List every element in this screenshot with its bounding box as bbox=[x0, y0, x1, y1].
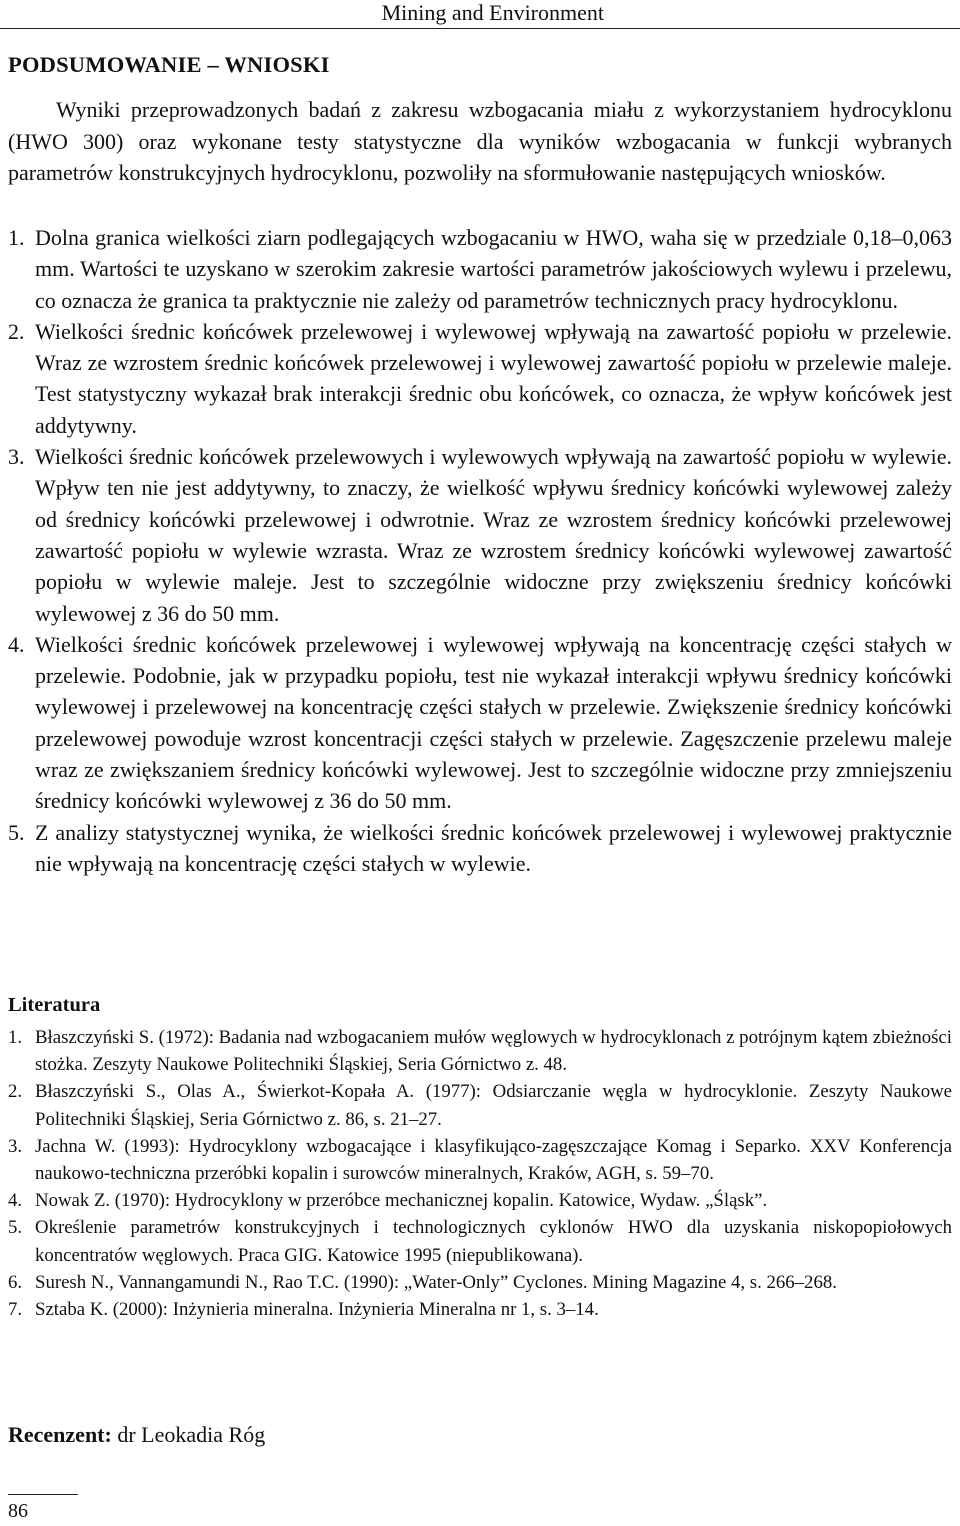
reference-item bbox=[8, 1214, 952, 1268]
reference-text: Jachna W. (1993): Hydrocyklony wzbogacające i klasyfikująco-zagęszczające Komag i Separko. XXV Konferencja naukowo-techniczna przeróbki kopalin i surowców mineralnych, Kraków, AGH, s. 59–70. bbox=[35, 1135, 952, 1185]
reference-item bbox=[8, 1269, 952, 1296]
reference-number: 6. bbox=[8, 1271, 23, 1293]
conclusion-item bbox=[8, 817, 952, 880]
conclusion-text: Wielkości średnic końcówek przelewowej i wylewowej wpływają na koncentrację części stałych w przelewie. Podobnie, jak w przypadku popiołu, test nie wykazał interakcji wpływu średnicy końcówki wylewowej i przelewowej na koncentrację części stałych w przelewie. Zwiększenie średnicy końcówki przelewowej powoduje wzrost koncentracji części stałych w przelewie. Zagęszczenie przelewu maleje wraz ze zwiększaniem średnicy końcówki wylewowej. Jest to szczególnie widoczne przy zmniejszeniu średnicy końcówki wylewowej z 36 do 50 mm. bbox=[35, 631, 952, 814]
conclusion-text: Dolna granica wielkości ziarn podlegających wzbogacaniu w HWO, waha się w przedziale 0,18–0,063 mm. Wartości te uzyskano w szerokim zakresie wartości parametrów jakościowych wylewu i przelewu, co oznacza że granica ta praktycznie nie zależy od parametrów technicznych pracy hydrocyklonu. bbox=[35, 225, 952, 313]
reference-number: 5. bbox=[8, 1217, 23, 1239]
conclusion-text: Wielkości średnic końcówek przelewowych i wylewowych wpływają na zawartość popiołu w wylewie. Wpływ ten nie jest addytywny, to znaczy, że wielkość wpływu średnicy końcówki wylewowej zależy od średnicy końcówki przelewowej i odwrotnie. Wraz ze wzrostem średnicy końcówki przelewowej zawartość popiołu w wylewie wzrasta. Wraz ze wzrostem średnicy końcówki wylewowej zawartość popiołu w wylewie maleje. Jest to szczególnie widoczne przy zwiększeniu średnicy końcówki wylewowej z 36 do 50 mm. bbox=[35, 444, 952, 626]
section-title: PODSUMOWANIE – WNIOSKI bbox=[8, 52, 330, 77]
reference-text: Nowak Z. (1970): Hydrocyklony w przeróbce mechanicznej kopalin. Katowice, Wydaw. „Śląsk”. bbox=[35, 1190, 768, 1212]
conclusion-item bbox=[8, 222, 952, 316]
reference-text: Określenie parametrów konstrukcyjnych i technologicznych cyklonów HWO dla uzyskania niskopopiołowych koncentratów węglowych. Praca GIG. Katowice 1995 (niepublikowana). bbox=[35, 1217, 952, 1266]
intro-text: Wyniki przeprowadzonych badań z zakresu wzbogacania miału z wykorzystaniem hydrocyklonu (HWO 300) oraz wykonane testy statystyczne dla wyników wzbogacania w funkcji wybranych parametrów konstrukcyjnych hydrocyklonu, pozwoliły na sformułowanie następujących wniosków. bbox=[8, 97, 952, 185]
footer-rule bbox=[8, 1494, 78, 1495]
reference-text: Błaszczyński S., Olas A., Świerkot-Kopała A. (1977): Odsiarczanie węgla w hydrocyklonie. Zeszyty Naukowe Politechniki Śląskiej, Seria Górnictwo z. 86, s. 21–27. bbox=[35, 1081, 952, 1130]
conclusions-list bbox=[8, 222, 952, 879]
reviewer-line bbox=[8, 1422, 265, 1448]
reference-text: Sztaba K. (2000): Inżynieria mineralna. Inżynieria Mineralna nr 1, s. 3–14. bbox=[35, 1299, 599, 1321]
reference-item bbox=[8, 1296, 952, 1323]
intro-paragraph bbox=[8, 94, 952, 189]
reference-item bbox=[8, 1078, 952, 1132]
reference-number: 4. bbox=[8, 1190, 23, 1212]
conclusion-number: 4. bbox=[8, 631, 25, 657]
reference-list bbox=[8, 1024, 952, 1323]
conclusion-text: Wielkości średnic końcówek przelewowej i wylewowej wpływają na zawartość popiołu w przelewie. Wraz ze wzrostem średnic końcówek przelewowej i wylewowej zawartość popiołu w przelewie maleje. Test statystyczny wykazał brak interakcji średnic obu końcówek, co oznacza, że wpływ końcówek jest addytywny. bbox=[35, 318, 952, 438]
conclusion-number: 1. bbox=[8, 225, 25, 250]
reference-item bbox=[8, 1024, 952, 1078]
reference-number: 7. bbox=[8, 1299, 23, 1321]
reference-text: Suresh N., Vannangamundi N., Rao T.C. (1990): „Water-Only” Cyclones. Mining Magazine 4, s. 266–268. bbox=[35, 1271, 837, 1293]
conclusion-item bbox=[8, 629, 952, 817]
conclusion-item bbox=[8, 441, 952, 629]
conclusion-number: 3. bbox=[8, 444, 25, 470]
reference-item bbox=[8, 1133, 952, 1187]
reference-number: 1. bbox=[8, 1027, 23, 1048]
literature-heading: Literatura bbox=[8, 994, 101, 1016]
running-header bbox=[0, 0, 960, 29]
conclusion-number: 5. bbox=[8, 819, 25, 845]
reference-number: 3. bbox=[8, 1135, 23, 1157]
reference-item bbox=[8, 1187, 952, 1214]
journal-title: Mining and Environment bbox=[381, 0, 604, 25]
page-number: 86 bbox=[8, 1500, 28, 1522]
conclusion-text: Z analizy statystycznej wynika, że wielkości średnic końcówek przelewowej i wylewowej praktycznie nie wpływają na koncentrację części stałych w wylewie. bbox=[35, 819, 952, 876]
conclusion-item bbox=[8, 316, 952, 441]
reviewer-label: Recenzent: bbox=[8, 1422, 112, 1447]
reference-text: Błaszczyński S. (1972): Badania nad wzbogacaniem mułów węglowych w hydrocyklonach z potrójnym kątem zbieżności stożka. Zeszyty Naukowe Politechniki Śląskiej, Seria Górnictwo z. 48. bbox=[35, 1027, 952, 1076]
reviewer-name: dr Leokadia Róg bbox=[117, 1422, 266, 1447]
reference-number: 2. bbox=[8, 1081, 23, 1103]
conclusion-number: 2. bbox=[8, 318, 25, 344]
